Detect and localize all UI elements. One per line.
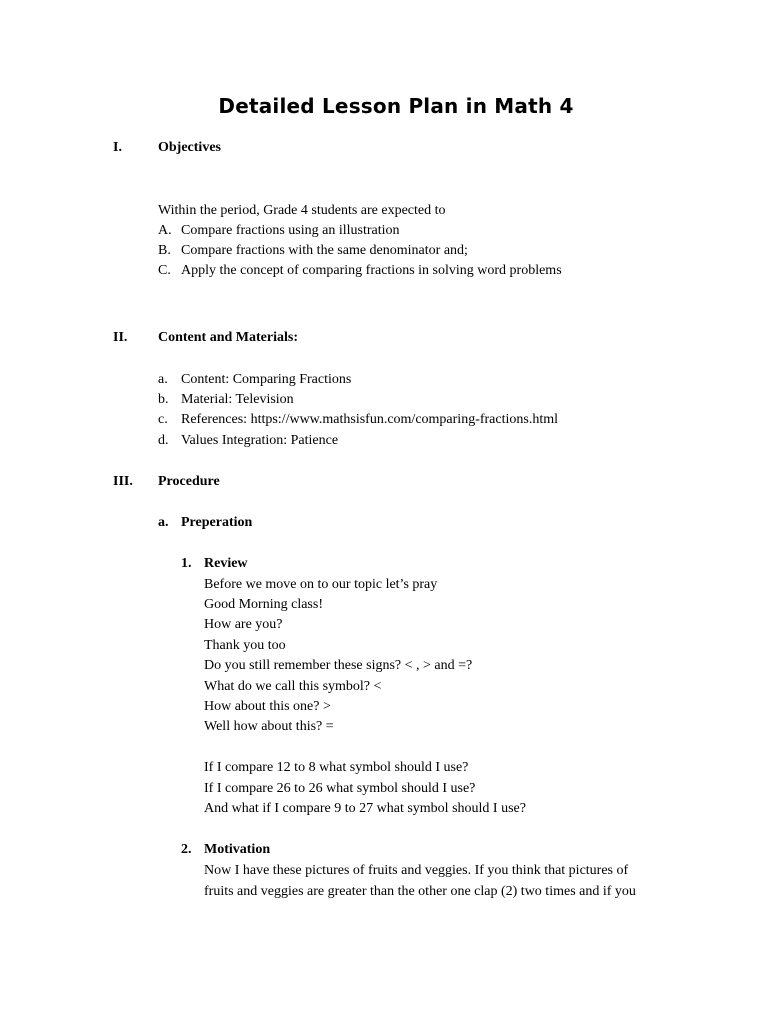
subsection-heading-preperation: Preperation bbox=[181, 515, 253, 530]
document-title: Detailed Lesson Plan in Math 4 bbox=[218, 94, 574, 118]
content-item: Content: Comparing Fractions bbox=[181, 372, 352, 387]
review-line: And what if I compare 9 to 27 what symbol should I use? bbox=[204, 801, 526, 816]
review-line: Thank you too bbox=[204, 638, 286, 653]
step-marker: 1. bbox=[181, 556, 192, 571]
step-heading-motivation: Motivation bbox=[204, 842, 271, 857]
objective-item: Compare fractions with the same denominator and; bbox=[181, 243, 468, 258]
motivation-line: fruits and veggies are greater than the other one clap (2) two times and if you bbox=[204, 884, 636, 899]
review-line: If I compare 26 to 26 what symbol should I use? bbox=[204, 781, 476, 796]
objective-marker: A. bbox=[158, 223, 172, 238]
section-heading-procedure: Procedure bbox=[158, 474, 220, 489]
subsection-marker: a. bbox=[158, 515, 169, 530]
section-heading-content: Content and Materials: bbox=[158, 330, 298, 345]
review-line: Before we move on to our topic let’s pray bbox=[204, 577, 438, 592]
review-line: Good Morning class! bbox=[204, 597, 323, 612]
content-marker: a. bbox=[158, 372, 168, 387]
content-item: Material: Television bbox=[181, 392, 294, 407]
objectives-intro: Within the period, Grade 4 students are expected to bbox=[158, 203, 446, 218]
review-line: How are you? bbox=[204, 617, 283, 632]
content-marker: c. bbox=[158, 412, 168, 427]
review-line: Well how about this? = bbox=[204, 719, 334, 734]
objective-marker: B. bbox=[158, 243, 171, 258]
content-marker: b. bbox=[158, 392, 169, 407]
review-line: If I compare 12 to 8 what symbol should I use? bbox=[204, 760, 469, 775]
section-number-content: II. bbox=[113, 330, 128, 345]
section-number-procedure: III. bbox=[113, 474, 133, 489]
objective-item: Compare fractions using an illustration bbox=[181, 223, 400, 238]
motivation-line: Now I have these pictures of fruits and veggies. If you think that pictures of bbox=[204, 863, 629, 878]
step-heading-review: Review bbox=[204, 556, 248, 571]
section-heading-objectives: Objectives bbox=[158, 140, 221, 155]
objective-marker: C. bbox=[158, 263, 171, 278]
step-marker: 2. bbox=[181, 842, 192, 857]
objective-item: Apply the concept of comparing fractions in solving word problems bbox=[181, 263, 562, 278]
section-number-objectives: I. bbox=[113, 140, 122, 155]
review-line: Do you still remember these signs? < , > and =? bbox=[204, 658, 473, 673]
review-line: What do we call this symbol? < bbox=[204, 679, 382, 694]
review-line: How about this one? > bbox=[204, 699, 331, 714]
content-item: Values Integration: Patience bbox=[181, 433, 339, 448]
content-marker: d. bbox=[158, 433, 169, 448]
content-item-reference-link[interactable]: References: https://www.mathsisfun.com/comparing-fractions.html bbox=[181, 412, 559, 427]
